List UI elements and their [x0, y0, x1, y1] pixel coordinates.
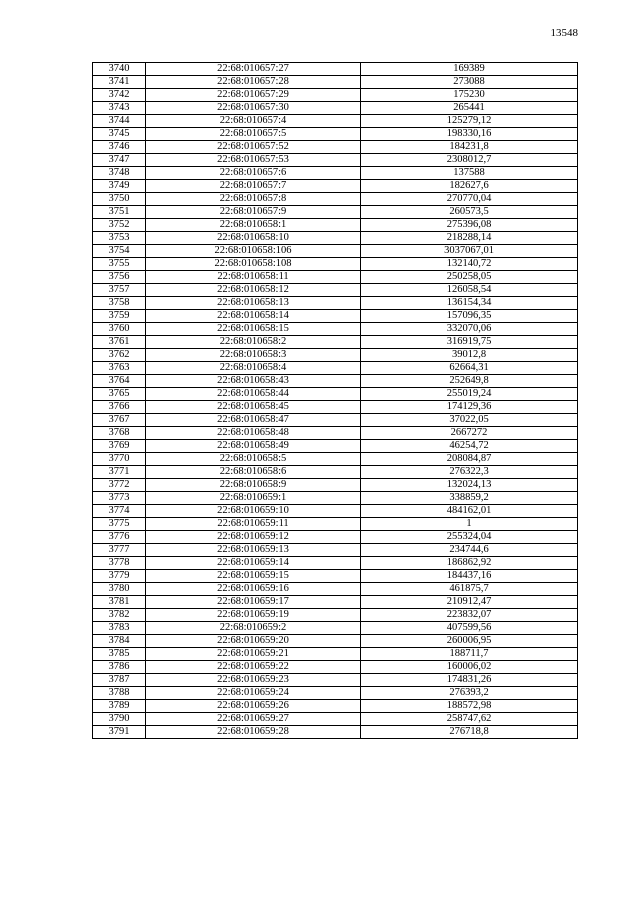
value-cell: 126058,54	[361, 284, 578, 297]
table-row	[93, 128, 578, 141]
table-row	[93, 323, 578, 336]
cadastral-number-cell: 22:68:010659:24	[146, 687, 361, 700]
value-cell: 136154,34	[361, 297, 578, 310]
row-number-cell: 3740	[93, 63, 146, 76]
row-number-cell: 3747	[93, 154, 146, 167]
cadastral-number-cell: 22:68:010659:22	[146, 661, 361, 674]
row-number-cell: 3770	[93, 453, 146, 466]
row-number-cell: 3769	[93, 440, 146, 453]
table-row	[93, 349, 578, 362]
value-cell: 182627,6	[361, 180, 578, 193]
table-row	[93, 193, 578, 206]
cadastral-number-cell: 22:68:010658:108	[146, 258, 361, 271]
row-number-cell: 3753	[93, 232, 146, 245]
value-cell: 276718,8	[361, 726, 578, 739]
cadastral-number-cell: 22:68:010657:5	[146, 128, 361, 141]
value-cell: 37022,05	[361, 414, 578, 427]
table-row	[93, 713, 578, 726]
row-number-cell: 3768	[93, 427, 146, 440]
cadastral-number-cell: 22:68:010659:27	[146, 713, 361, 726]
row-number-cell: 3754	[93, 245, 146, 258]
value-cell: 39012,8	[361, 349, 578, 362]
table-row	[93, 414, 578, 427]
cadastral-number-cell: 22:68:010658:2	[146, 336, 361, 349]
cadastral-number-cell: 22:68:010659:26	[146, 700, 361, 713]
value-cell: 160006,02	[361, 661, 578, 674]
row-number-cell: 3781	[93, 596, 146, 609]
row-number-cell: 3787	[93, 674, 146, 687]
cadastral-number-cell: 22:68:010658:13	[146, 297, 361, 310]
cadastral-number-cell: 22:68:010657:8	[146, 193, 361, 206]
table-row	[93, 258, 578, 271]
value-cell: 255324,04	[361, 531, 578, 544]
row-number-cell: 3746	[93, 141, 146, 154]
row-number-cell: 3773	[93, 492, 146, 505]
cadastral-number-cell: 22:68:010659:12	[146, 531, 361, 544]
table-row	[93, 570, 578, 583]
table-row	[93, 271, 578, 284]
value-cell: 210912,47	[361, 596, 578, 609]
cadastral-number-cell: 22:68:010657:28	[146, 76, 361, 89]
table-row	[93, 479, 578, 492]
cadastral-number-cell: 22:68:010659:28	[146, 726, 361, 739]
table-row	[93, 219, 578, 232]
table-row	[93, 245, 578, 258]
table-row	[93, 76, 578, 89]
cadastral-number-cell: 22:68:010658:47	[146, 414, 361, 427]
row-number-cell: 3744	[93, 115, 146, 128]
value-cell: 223832,07	[361, 609, 578, 622]
value-cell: 276393,2	[361, 687, 578, 700]
row-number-cell: 3762	[93, 349, 146, 362]
cadastral-number-cell: 22:68:010658:43	[146, 375, 361, 388]
value-cell: 265441	[361, 102, 578, 115]
row-number-cell: 3765	[93, 388, 146, 401]
table-row	[93, 427, 578, 440]
cadastral-number-cell: 22:68:010659:1	[146, 492, 361, 505]
table-row	[93, 89, 578, 102]
cadastral-number-cell: 22:68:010659:10	[146, 505, 361, 518]
table-row	[93, 518, 578, 531]
row-number-cell: 3783	[93, 622, 146, 635]
cadastral-number-cell: 22:68:010658:11	[146, 271, 361, 284]
value-cell: 270770,04	[361, 193, 578, 206]
table-row	[93, 453, 578, 466]
value-cell: 484162,01	[361, 505, 578, 518]
cadastral-number-cell: 22:68:010659:11	[146, 518, 361, 531]
row-number-cell: 3745	[93, 128, 146, 141]
value-cell: 275396,08	[361, 219, 578, 232]
value-cell: 276322,3	[361, 466, 578, 479]
value-cell: 3037067,01	[361, 245, 578, 258]
row-number-cell: 3790	[93, 713, 146, 726]
value-cell: 273088	[361, 76, 578, 89]
table-row	[93, 206, 578, 219]
row-number-cell: 3788	[93, 687, 146, 700]
cadastral-number-cell: 22:68:010657:4	[146, 115, 361, 128]
value-cell: 1	[361, 518, 578, 531]
value-cell: 258747,62	[361, 713, 578, 726]
table-row	[93, 726, 578, 739]
table-row	[93, 622, 578, 635]
value-cell: 157096,35	[361, 310, 578, 323]
row-number-cell: 3767	[93, 414, 146, 427]
table-row	[93, 492, 578, 505]
table-row	[93, 63, 578, 76]
value-cell: 332070,06	[361, 323, 578, 336]
table-row	[93, 440, 578, 453]
table-row	[93, 141, 578, 154]
cadastral-number-cell: 22:68:010658:15	[146, 323, 361, 336]
value-cell: 218288,14	[361, 232, 578, 245]
table-row	[93, 648, 578, 661]
row-number-cell: 3752	[93, 219, 146, 232]
data-table	[92, 62, 578, 739]
row-number-cell: 3777	[93, 544, 146, 557]
cadastral-number-cell: 22:68:010657:6	[146, 167, 361, 180]
cadastral-number-cell: 22:68:010657:27	[146, 63, 361, 76]
table-row	[93, 284, 578, 297]
row-number-cell: 3776	[93, 531, 146, 544]
cadastral-number-cell: 22:68:010659:2	[146, 622, 361, 635]
table-row	[93, 635, 578, 648]
value-cell: 188572,98	[361, 700, 578, 713]
row-number-cell: 3774	[93, 505, 146, 518]
row-number-cell: 3791	[93, 726, 146, 739]
cadastral-number-cell: 22:68:010659:16	[146, 583, 361, 596]
table-row	[93, 700, 578, 713]
table-row	[93, 583, 578, 596]
cadastral-number-cell: 22:68:010658:49	[146, 440, 361, 453]
cadastral-number-cell: 22:68:010659:15	[146, 570, 361, 583]
row-number-cell: 3741	[93, 76, 146, 89]
row-number-cell: 3766	[93, 401, 146, 414]
table-row	[93, 388, 578, 401]
value-cell: 62664,31	[361, 362, 578, 375]
row-number-cell: 3742	[93, 89, 146, 102]
cadastral-number-cell: 22:68:010658:45	[146, 401, 361, 414]
row-number-cell: 3756	[93, 271, 146, 284]
row-number-cell: 3755	[93, 258, 146, 271]
value-cell: 338859,2	[361, 492, 578, 505]
table-row	[93, 167, 578, 180]
value-cell: 252649,8	[361, 375, 578, 388]
row-number-cell: 3778	[93, 557, 146, 570]
value-cell: 174129,36	[361, 401, 578, 414]
table-row	[93, 310, 578, 323]
table-row	[93, 609, 578, 622]
cadastral-number-cell: 22:68:010657:7	[146, 180, 361, 193]
row-number-cell: 3750	[93, 193, 146, 206]
table-row	[93, 674, 578, 687]
value-cell: 407599,56	[361, 622, 578, 635]
value-cell: 198330,16	[361, 128, 578, 141]
value-cell: 46254,72	[361, 440, 578, 453]
value-cell: 132140,72	[361, 258, 578, 271]
value-cell: 260573,5	[361, 206, 578, 219]
row-number-cell: 3743	[93, 102, 146, 115]
value-cell: 260006,95	[361, 635, 578, 648]
table-row	[93, 531, 578, 544]
cadastral-number-cell: 22:68:010658:1	[146, 219, 361, 232]
table-row	[93, 375, 578, 388]
value-cell: 184231,8	[361, 141, 578, 154]
table-row	[93, 661, 578, 674]
cadastral-number-cell: 22:68:010658:10	[146, 232, 361, 245]
table-row	[93, 102, 578, 115]
row-number-cell: 3757	[93, 284, 146, 297]
value-cell: 132024,13	[361, 479, 578, 492]
row-number-cell: 3786	[93, 661, 146, 674]
value-cell: 316919,75	[361, 336, 578, 349]
row-number-cell: 3764	[93, 375, 146, 388]
cadastral-number-cell: 22:68:010659:23	[146, 674, 361, 687]
table-row	[93, 297, 578, 310]
table-row	[93, 544, 578, 557]
value-cell: 186862,92	[361, 557, 578, 570]
row-number-cell: 3751	[93, 206, 146, 219]
row-number-cell: 3749	[93, 180, 146, 193]
value-cell: 208084,87	[361, 453, 578, 466]
cadastral-number-cell: 22:68:010657:52	[146, 141, 361, 154]
table-row	[93, 336, 578, 349]
row-number-cell: 3784	[93, 635, 146, 648]
table-body	[93, 63, 578, 739]
value-cell: 188711,7	[361, 648, 578, 661]
value-cell: 2667272	[361, 427, 578, 440]
value-cell: 175230	[361, 89, 578, 102]
row-number-cell: 3771	[93, 466, 146, 479]
value-cell: 184437,16	[361, 570, 578, 583]
cadastral-number-cell: 22:68:010658:12	[146, 284, 361, 297]
row-number-cell: 3760	[93, 323, 146, 336]
table-row	[93, 401, 578, 414]
cadastral-number-cell: 22:68:010658:6	[146, 466, 361, 479]
cadastral-number-cell: 22:68:010659:17	[146, 596, 361, 609]
value-cell: 169389	[361, 63, 578, 76]
cadastral-number-cell: 22:68:010659:13	[146, 544, 361, 557]
table-row	[93, 362, 578, 375]
cadastral-number-cell: 22:68:010658:44	[146, 388, 361, 401]
cadastral-number-cell: 22:68:010658:4	[146, 362, 361, 375]
row-number-cell: 3772	[93, 479, 146, 492]
cadastral-number-cell: 22:68:010657:29	[146, 89, 361, 102]
value-cell: 234744,6	[361, 544, 578, 557]
cadastral-number-cell: 22:68:010659:14	[146, 557, 361, 570]
cadastral-number-cell: 22:68:010658:14	[146, 310, 361, 323]
row-number-cell: 3775	[93, 518, 146, 531]
row-number-cell: 3748	[93, 167, 146, 180]
table-row	[93, 557, 578, 570]
table-row	[93, 232, 578, 245]
value-cell: 461875,7	[361, 583, 578, 596]
value-cell: 255019,24	[361, 388, 578, 401]
value-cell: 250258,05	[361, 271, 578, 284]
cadastral-number-cell: 22:68:010659:20	[146, 635, 361, 648]
row-number-cell: 3759	[93, 310, 146, 323]
row-number-cell: 3761	[93, 336, 146, 349]
page-number: 13548	[550, 27, 578, 39]
row-number-cell: 3789	[93, 700, 146, 713]
row-number-cell: 3758	[93, 297, 146, 310]
table-row	[93, 115, 578, 128]
cadastral-number-cell: 22:68:010659:19	[146, 609, 361, 622]
cadastral-number-cell: 22:68:010658:9	[146, 479, 361, 492]
cadastral-number-cell: 22:68:010658:106	[146, 245, 361, 258]
row-number-cell: 3782	[93, 609, 146, 622]
table-row	[93, 505, 578, 518]
cadastral-number-cell: 22:68:010658:5	[146, 453, 361, 466]
cadastral-number-cell: 22:68:010658:48	[146, 427, 361, 440]
value-cell: 137588	[361, 167, 578, 180]
row-number-cell: 3780	[93, 583, 146, 596]
table-row	[93, 466, 578, 479]
table-row	[93, 596, 578, 609]
row-number-cell: 3779	[93, 570, 146, 583]
cadastral-number-cell: 22:68:010657:30	[146, 102, 361, 115]
row-number-cell: 3763	[93, 362, 146, 375]
table-row	[93, 687, 578, 700]
cadastral-number-cell: 22:68:010657:53	[146, 154, 361, 167]
cadastral-number-cell: 22:68:010659:21	[146, 648, 361, 661]
row-number-cell: 3785	[93, 648, 146, 661]
value-cell: 125279,12	[361, 115, 578, 128]
cadastral-number-cell: 22:68:010658:3	[146, 349, 361, 362]
table-row	[93, 154, 578, 167]
value-cell: 174831,26	[361, 674, 578, 687]
table-row	[93, 180, 578, 193]
value-cell: 2308012,7	[361, 154, 578, 167]
cadastral-number-cell: 22:68:010657:9	[146, 206, 361, 219]
